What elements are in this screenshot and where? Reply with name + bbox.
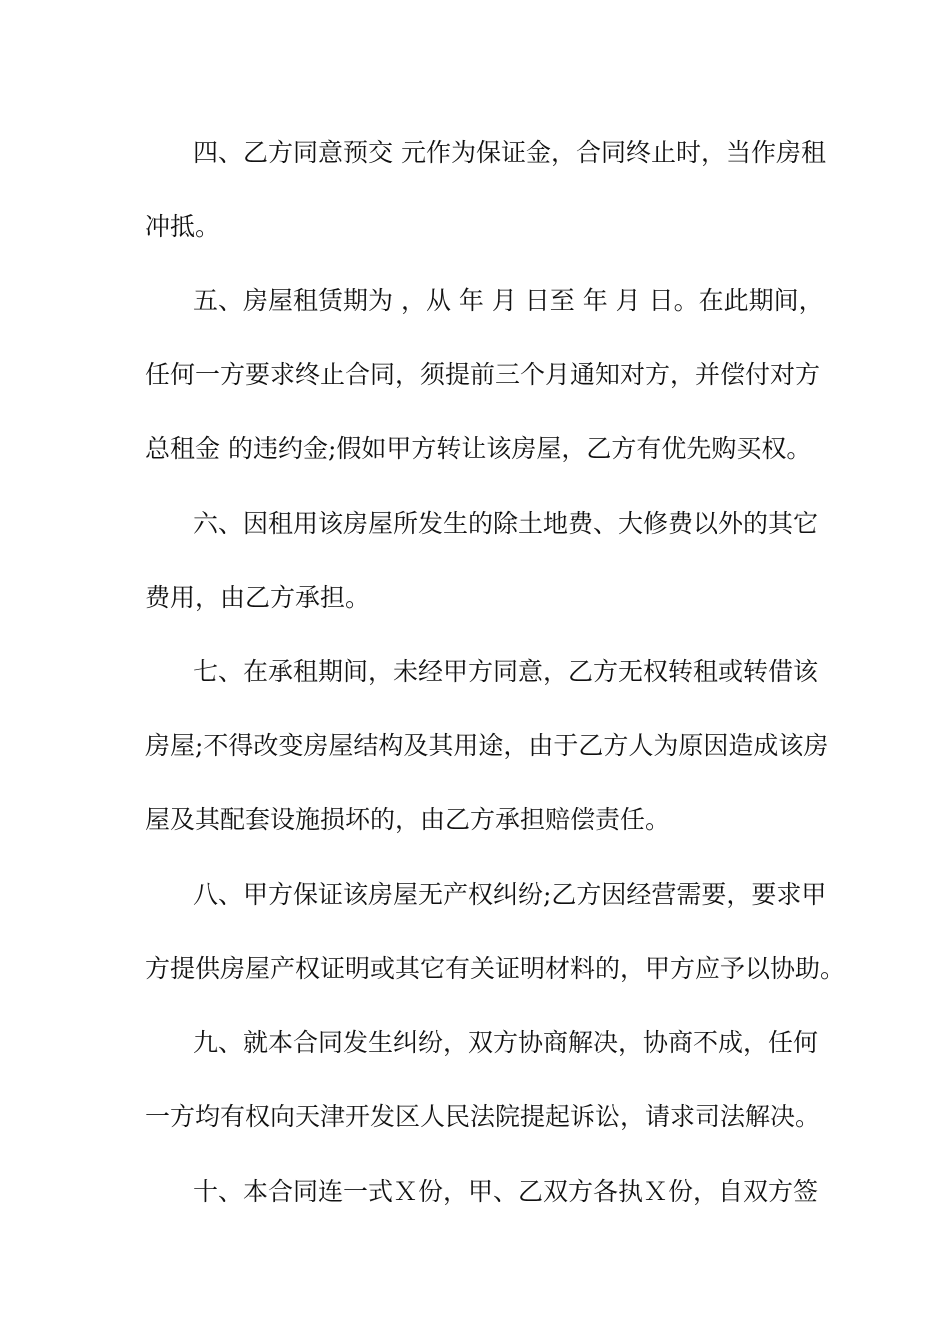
clause-5-line-3: 总租金 的违约金;假如甲方转让该房屋，乙方有优先购买权。 [145,434,812,463]
clause-6-line-2: 费用，由乙方承担。 [145,583,371,612]
clause-4-line-1: 四、乙方同意预交 元作为保证金，合同终止时，当作房租 [193,138,826,167]
clause-7-line-1: 七、在承租期间，未经甲方同意，乙方无权转租或转借该 [193,657,819,686]
clause-5-line-1: 五、房屋租赁期为 ，从 年 月 日至 年 月 日。在此期间， [193,286,824,315]
clause-10-line-1: 十、本合同连一式Ｘ份，甲、乙双方各执Ｘ份，自双方签 [193,1177,819,1206]
clause-8-line-1: 八、甲方保证该房屋无产权纠纷;乙方因经营需要，要求甲 [193,880,827,909]
clause-9-line-2: 一方均有权向天津开发区人民法院提起诉讼，请求司法解决。 [145,1102,821,1131]
clause-8-line-2: 方提供房屋产权证明或其它有关证明材料的，甲方应予以协助。 [145,954,846,983]
clause-7-line-3: 屋及其配套设施损坏的，由乙方承担赔偿责任。 [145,805,671,834]
clause-6-line-1: 六、因租用该房屋所发生的除土地费、大修费以外的其它 [193,509,819,538]
clause-7-line-2: 房屋;不得改变房屋结构及其用途，由于乙方人为原因造成该房 [145,731,829,760]
clause-9-line-1: 九、就本合同发生纠纷，双方协商解决，协商不成，任何 [193,1028,819,1057]
clause-5-line-2: 任何一方要求终止合同，须提前三个月通知对方，并偿付对方 [145,360,821,389]
clause-4-line-2: 冲抵。 [145,212,221,241]
